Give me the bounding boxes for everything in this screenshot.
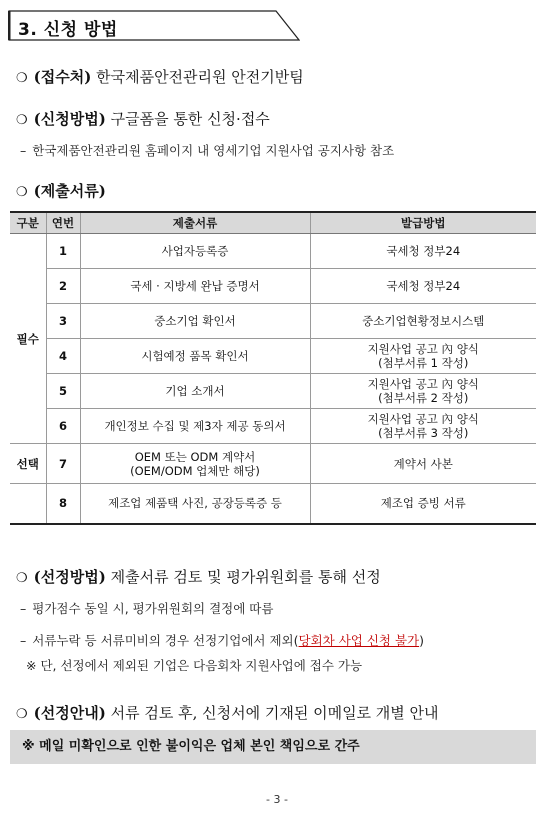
row-document: 개인정보 수집 및 제3자 제공 동의서 (80, 409, 310, 444)
header-issue-method: 발급방법 (310, 212, 536, 234)
missing-suffix: ) (419, 633, 424, 648)
header-group: 구분 (10, 212, 46, 234)
header-document: 제출서류 (80, 212, 310, 234)
table-row (10, 409, 536, 444)
selection-text: 제출서류 검토 및 평가위원회를 통해 선정 (110, 568, 381, 586)
guide-label: (선정안내) (33, 704, 106, 722)
section-header (8, 10, 300, 41)
missing-emphasis: 당회차 사업 신청 불가 (298, 633, 420, 648)
row-issue: 국세청 정부24 (310, 269, 536, 304)
row-issue: 지원사업 공고 內 양식 (첨부서류 2 작성) (310, 374, 536, 409)
submit-to-line (16, 66, 304, 87)
table-row (10, 304, 536, 339)
group-empty (10, 484, 46, 524)
table-header-row (10, 212, 536, 234)
row-number: 8 (46, 484, 80, 524)
circle-bullet-icon: ❍ (16, 113, 28, 128)
page-number: - 3 - (266, 793, 288, 806)
table-row (10, 444, 536, 484)
selection-label: (선정방법) (33, 568, 106, 586)
table-row (10, 339, 536, 374)
row-number: 4 (46, 339, 80, 374)
submit-to-label: (접수처) (33, 68, 92, 86)
row-number: 7 (46, 444, 80, 484)
method-label: (신청방법) (33, 110, 106, 128)
row-number: 1 (46, 234, 80, 269)
dash-icon: – (20, 601, 27, 616)
row-document: 기업 소개서 (80, 374, 310, 409)
row-number: 6 (46, 409, 80, 444)
row-issue: 지원사업 공고 內 양식 (첨부서류 1 작성) (310, 339, 536, 374)
circle-bullet-icon: ❍ (16, 707, 28, 722)
selection-note-tie-text: 평가점수 동일 시, 평가위원회의 결정에 따름 (32, 601, 274, 616)
method-note (20, 141, 394, 159)
guide-line (16, 702, 439, 723)
row-document: 제조업 제품택 사진, 공장등록증 등 (80, 484, 310, 524)
submit-to-text: 한국제품안전관리원 안전기반팀 (96, 68, 304, 86)
table-row (10, 484, 536, 524)
circle-bullet-icon: ❍ (16, 185, 28, 200)
row-issue: 제조업 증빙 서류 (310, 484, 536, 524)
table-row (10, 374, 536, 409)
row-document: 국세 · 지방세 완납 증명서 (80, 269, 310, 304)
section-title: 3. 신청 방법 (18, 20, 118, 40)
missing-prefix: 서류누락 등 서류미비의 경우 선정기업에서 제외( (32, 633, 299, 648)
row-issue: 국세청 정부24 (310, 234, 536, 269)
dash-icon: – (20, 633, 27, 648)
method-text: 구글폼을 통한 신청·접수 (110, 110, 270, 128)
row-document: 중소기업 확인서 (80, 304, 310, 339)
guide-text: 서류 검토 후, 신청서에 기재된 이메일로 개별 안내 (110, 704, 439, 722)
row-document: 사업자등록증 (80, 234, 310, 269)
documents-label: (제출서류) (33, 182, 106, 200)
circle-bullet-icon: ❍ (16, 571, 28, 586)
circle-bullet-icon: ❍ (16, 71, 28, 86)
group-optional: 선택 (10, 444, 46, 484)
notice-box: ※ 메일 미확인으로 인한 불이익은 업체 본인 책임으로 간주 (10, 730, 536, 764)
group-required: 필수 (10, 234, 46, 444)
selection-note-missing (20, 631, 424, 649)
row-number: 5 (46, 374, 80, 409)
table-row (10, 234, 536, 269)
header-number: 연번 (46, 212, 80, 234)
row-issue: 지원사업 공고 內 양식 (첨부서류 3 작성) (310, 409, 536, 444)
documents-table (10, 211, 536, 525)
dash-icon: – (20, 143, 27, 158)
row-issue: 중소기업현황정보시스템 (310, 304, 536, 339)
row-document: 시험예정 품목 확인서 (80, 339, 310, 374)
row-issue: 계약서 사본 (310, 444, 536, 484)
method-note-text: 한국제품안전관리원 홈페이지 내 영세기업 지원사업 공지사항 참조 (32, 143, 395, 158)
selection-note-excluded: ※ 단, 선정에서 제외된 기업은 다음회차 지원사업에 접수 가능 (26, 658, 363, 673)
row-document: OEM 또는 ODM 계약서 (OEM/ODM 업체만 해당) (80, 444, 310, 484)
row-number: 3 (46, 304, 80, 339)
selection-line (16, 566, 381, 587)
table-row (10, 269, 536, 304)
documents-line (16, 180, 106, 201)
selection-note-tie (20, 599, 273, 617)
method-line (16, 108, 270, 129)
row-number: 2 (46, 269, 80, 304)
